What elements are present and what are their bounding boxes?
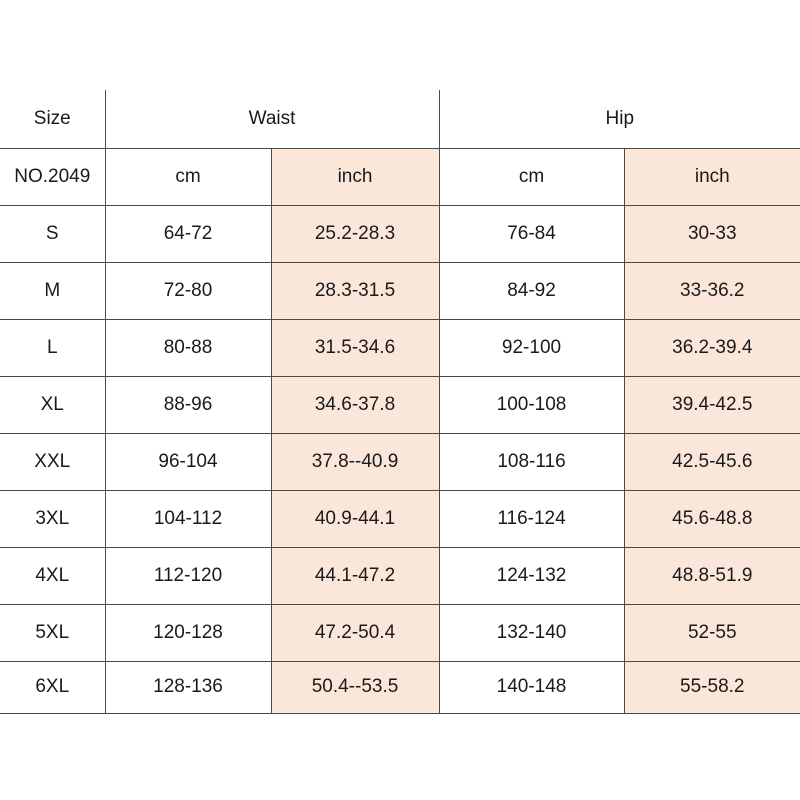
table-row	[0, 547, 800, 604]
waist-inch-cell: 28.3-31.5	[271, 262, 439, 319]
waist-cm-header: cm	[105, 148, 271, 205]
size-cell: 5XL	[0, 604, 105, 661]
waist-cm-cell: 88-96	[105, 376, 271, 433]
hip-cm-cell: 140-148	[439, 661, 624, 713]
waist-cm-cell: 64-72	[105, 205, 271, 262]
hip-cm-cell: 108-116	[439, 433, 624, 490]
table-row	[0, 205, 800, 262]
hip-inch-cell: 48.8-51.9	[624, 547, 800, 604]
size-cell: XL	[0, 376, 105, 433]
hip-inch-header: inch	[624, 148, 800, 205]
size-cell: XXL	[0, 433, 105, 490]
hip-inch-cell: 55-58.2	[624, 661, 800, 713]
waist-inch-cell: 31.5-34.6	[271, 319, 439, 376]
hip-cm-cell: 92-100	[439, 319, 624, 376]
hip-cm-cell: 84-92	[439, 262, 624, 319]
waist-cm-cell: 80-88	[105, 319, 271, 376]
waist-inch-cell: 37.8--40.9	[271, 433, 439, 490]
hip-inch-cell: 36.2-39.4	[624, 319, 800, 376]
hip-inch-cell: 45.6-48.8	[624, 490, 800, 547]
size-chart-table	[0, 90, 800, 714]
table-row	[0, 319, 800, 376]
waist-inch-cell: 50.4--53.5	[271, 661, 439, 713]
size-cell: S	[0, 205, 105, 262]
waist-cm-cell: 128-136	[105, 661, 271, 713]
waist-cm-cell: 120-128	[105, 604, 271, 661]
hip-cm-cell: 116-124	[439, 490, 624, 547]
waist-cm-cell: 104-112	[105, 490, 271, 547]
waist-inch-cell: 47.2-50.4	[271, 604, 439, 661]
table-row	[0, 433, 800, 490]
size-cell: M	[0, 262, 105, 319]
hip-inch-cell: 39.4-42.5	[624, 376, 800, 433]
size-header: Size	[0, 90, 105, 148]
header-row-units	[0, 148, 800, 205]
waist-cm-cell: 112-120	[105, 547, 271, 604]
waist-inch-cell: 44.1-47.2	[271, 547, 439, 604]
hip-inch-cell: 42.5-45.6	[624, 433, 800, 490]
model-number: NO.2049	[0, 148, 105, 205]
size-cell: 3XL	[0, 490, 105, 547]
hip-cm-cell: 76-84	[439, 205, 624, 262]
hip-cm-cell: 124-132	[439, 547, 624, 604]
size-cell: 4XL	[0, 547, 105, 604]
waist-header: Waist	[105, 90, 439, 148]
hip-header: Hip	[439, 90, 800, 148]
hip-cm-cell: 100-108	[439, 376, 624, 433]
hip-cm-header: cm	[439, 148, 624, 205]
hip-inch-cell: 52-55	[624, 604, 800, 661]
size-cell: L	[0, 319, 105, 376]
header-row-group	[0, 90, 800, 148]
waist-inch-cell: 25.2-28.3	[271, 205, 439, 262]
table-row	[0, 376, 800, 433]
hip-inch-cell: 33-36.2	[624, 262, 800, 319]
size-cell: 6XL	[0, 661, 105, 713]
table-row	[0, 490, 800, 547]
hip-inch-cell: 30-33	[624, 205, 800, 262]
table-row	[0, 262, 800, 319]
waist-inch-header: inch	[271, 148, 439, 205]
table-row	[0, 604, 800, 661]
hip-cm-cell: 132-140	[439, 604, 624, 661]
waist-cm-cell: 96-104	[105, 433, 271, 490]
waist-inch-cell: 34.6-37.8	[271, 376, 439, 433]
table-row	[0, 661, 800, 713]
waist-inch-cell: 40.9-44.1	[271, 490, 439, 547]
waist-cm-cell: 72-80	[105, 262, 271, 319]
